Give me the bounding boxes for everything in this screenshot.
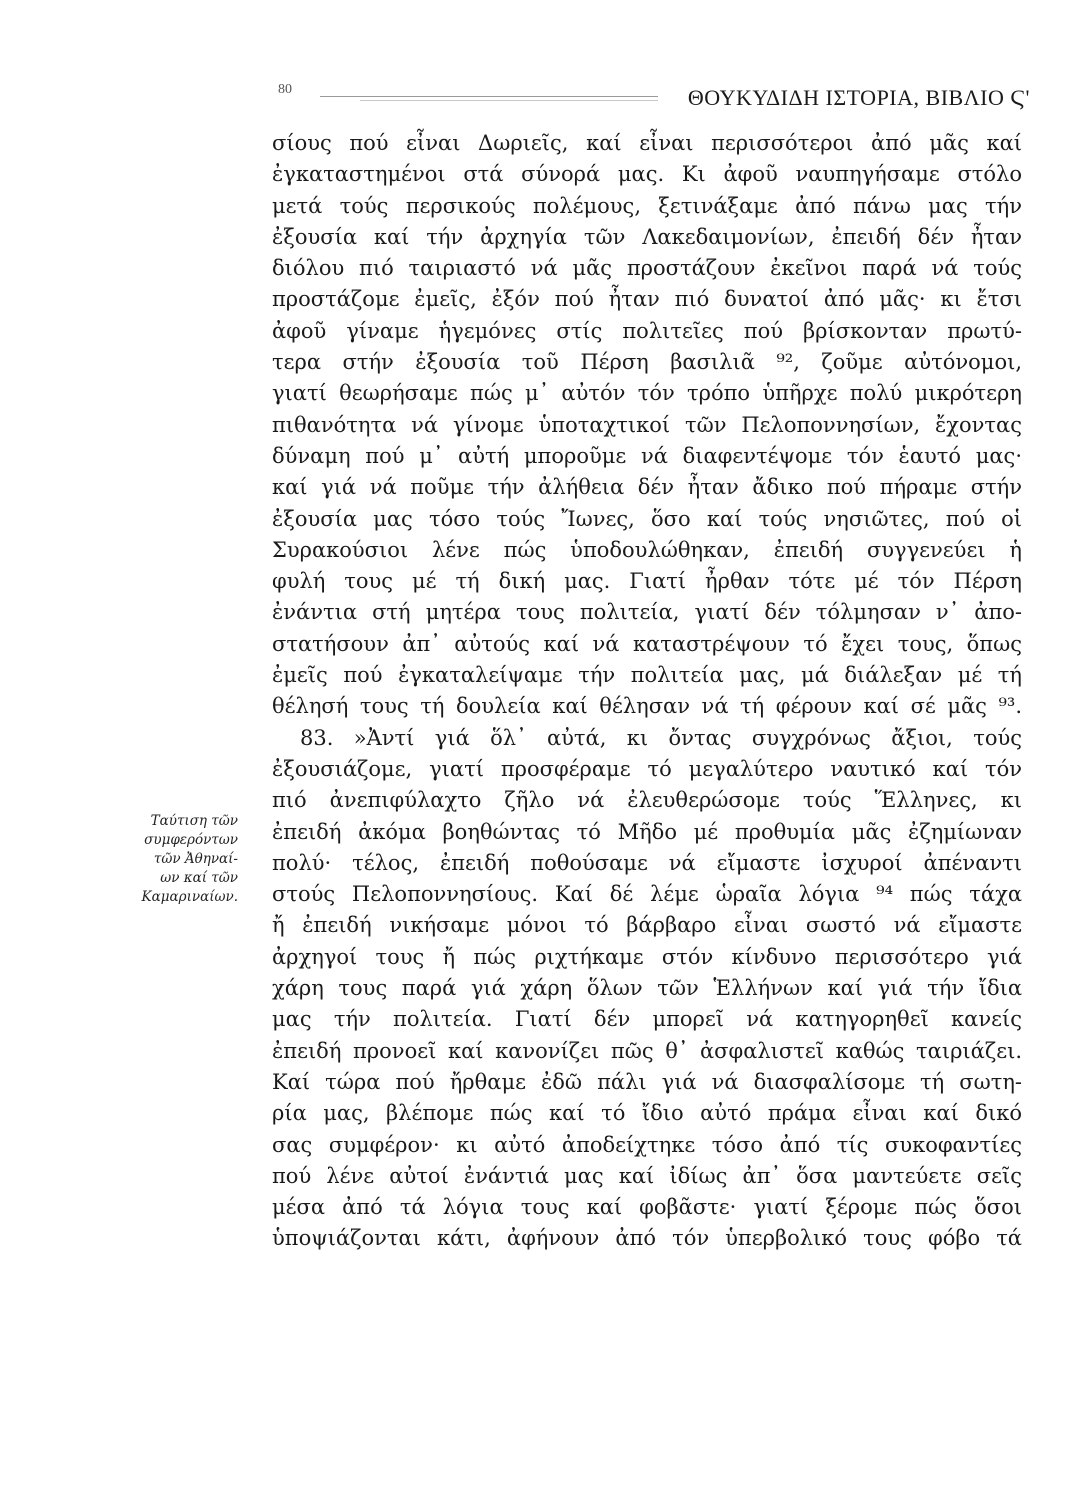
text-line: σίους πού εἶναι Δωριεῖς, καί εἶναι περισσότεροι ἀπό μᾶς καί	[272, 131, 1022, 155]
text-line: πού λένε αὐτοί ἐνάντιά μας καί ἰδίως ἀπ᾽ ὅσα μαντεύετε σεῖς	[272, 1163, 1022, 1188]
text-line: φυλή τους μέ τή δική μας. Γιατί ἦρθαν τότε μέ τόν Πέρση	[272, 569, 1022, 594]
text-line: διόλου πιό ταιριαστό νά μᾶς προστάζουν ἐκεῖνοι παρά νά τούς	[272, 256, 1022, 281]
text-line: στατήσουν ἀπ᾽ αὐτούς καί νά καταστρέψουν τό ἔχει τους, ὅπως	[272, 631, 1022, 656]
text-line: θέλησή τους τή δουλεία καί θέλησαν νά τή φέρουν καί σέ μᾶς ⁹³.	[272, 694, 1022, 719]
page-number: 80	[278, 82, 292, 97]
text-line: ἐγκαταστημένοι στά σύνορά μας. Κι ἀφοῦ ναυπηγήσαμε στόλο	[272, 162, 1022, 187]
text-line: τερα στήν ἐξουσία τοῦ Πέρση βασιλιᾶ ⁹², ζοῦμε αὐτόνομοι,	[272, 350, 1022, 375]
text-line: ἐπειδή ἀκόμα βοηθώντας τό Μῆδο μέ προθυμία μᾶς ἐζημίωναν	[272, 819, 1022, 844]
text-line: μετά τούς περσικούς πολέμους, ξετινάξαμε ἀπό πάνω μας τήν	[272, 193, 1022, 218]
text-line: προστάζομε ἐμεῖς, ἐξόν πού ἦταν πιό δυνατοί ἀπό μᾶς· κι ἔτσι	[272, 287, 1022, 312]
text-line: Συρακούσιοι λένε πώς ὑποδουλώθηκαν, ἐπειδή συγγενεύει ἡ	[272, 537, 1022, 562]
header-rule	[320, 96, 658, 97]
text-line: μέσα ἀπό τά λόγια τους καί φοβᾶστε· γιατί ξέρομε πώς ὅσοι	[272, 1195, 1022, 1220]
text-line: ὑποψιάζονται κάτι, ἀφήνουν ἀπό τόν ὑπερβολικό τους φόβο τά	[272, 1226, 1022, 1251]
margin-note-line: τῶν Ἀθηναί-	[153, 851, 238, 867]
text-line: ἐμεῖς πού ἐγκαταλείψαμε τήν πολιτεία μας, μά διάλεξαν μέ τή	[272, 663, 1022, 688]
text-line: ἐνάντια στή μητέρα τους πολιτεία, γιατί δέν τόλμησαν ν᾽ ἀπο-	[272, 600, 1022, 625]
main-text	[272, 128, 1022, 1255]
text-line: πολύ· τέλος, ἐπειδή ποθούσαμε νά εἴμαστε ἰσχυροί ἀπέναντι	[272, 850, 1022, 875]
text-line: ἀφοῦ γίναμε ἡγεμόνες στίς πολιτεῖες πού βρίσκονταν πρωτύ-	[272, 318, 1022, 343]
header-rule-faint	[360, 100, 658, 101]
margin-note	[70, 812, 238, 907]
text-line: πιό ἀνεπιφύλαχτο ζῆλο νά ἐλευθερώσομε τούς Ἕλληνες, κι	[272, 788, 1022, 813]
text-line: ἐξουσία καί τήν ἀρχηγία τῶν Λακεδαιμονίων, ἐπειδή δέν ἦταν	[272, 224, 1022, 249]
text-line: ἀρχηγοί τους ἤ πώς ριχτήκαμε στόν κίνδυνο περισσότερο γιά	[272, 944, 1022, 969]
text-line: μας τήν πολιτεία. Γιατί δέν μπορεῖ νά κατηγορηθεῖ κανείς	[272, 1007, 1022, 1032]
text-line: ἤ ἐπειδή νικήσαμε μόνοι τό βάρβαρο εἶναι σωστό νά εἴμαστε	[272, 913, 1022, 938]
text-line: σας συμφέρον· κι αὐτό ἀποδείχτηκε τόσο ἀπό τίς συκοφαντίες	[272, 1132, 1022, 1157]
margin-note-line: Καμαριναίων.	[141, 889, 238, 905]
page-header	[270, 82, 1030, 112]
text-line: ἐπειδή προνοεῖ καί κανονίζει πῶς θ᾽ ἀσφαλιστεῖ καθώς ταιριάζει.	[272, 1038, 1022, 1063]
running-title: ΘΟΥΚΥΔΙΔΗ ΙΣΤΟΡΙΑ, ΒΙΒΛΙΟ Ϛ'	[687, 85, 1030, 110]
text-line: δύναμη πού μ᾽ αὐτή μποροῦμε νά διαφεντέψομε τόν ἑαυτό μας·	[272, 443, 1022, 468]
text-line: ἐξουσία μας τόσο τούς Ἴωνες, ὅσο καί τούς νησιῶτες, πού οἱ	[272, 506, 1022, 531]
text-line: ρία μας, βλέπομε πώς καί τό ἴδιο αὐτό πράμα εἶναι καί δικό	[272, 1101, 1022, 1126]
text-line: γιατί θεωρήσαμε πώς μ᾽ αὐτόν τόν τρόπο ὑπῆρχε πολύ μικρότερη	[272, 381, 1022, 406]
margin-note-line: Ταύτιση τῶν	[150, 813, 238, 829]
text-line: πιθανότητα νά γίνομε ὑποταχτικοί τῶν Πελοποννησίων, ἔχοντας	[272, 412, 1022, 437]
margin-note-line: ων καί τῶν	[160, 870, 238, 886]
text-line: ἐξουσιάζομε, γιατί προσφέραμε τό μεγαλύτερο ναυτικό καί τόν	[272, 756, 1022, 781]
paragraph-83-start: 83. »Ἀντί γιά ὅλ᾽ αὐτά, κι ὄντας συγχρόνως ἄξιοι, τούς	[300, 725, 1022, 750]
text-line: χάρη τους παρά γιά χάρη ὅλων τῶν Ἑλλήνων καί γιά τήν ἴδια	[272, 976, 1022, 1001]
text-line: στούς Πελοποννησίους. Καί δέ λέμε ὡραῖα λόγια ⁹⁴ πώς τάχα	[272, 882, 1022, 907]
text-line: Καί τώρα πού ἤρθαμε ἐδῶ πάλι γιά νά διασφαλίσομε τή σωτη-	[272, 1069, 1022, 1094]
text-line: καί γιά νά ποῦμε τήν ἀλήθεια δέν ἦταν ἄδικο πού πήραμε στήν	[272, 475, 1022, 500]
margin-note-line: συμφερόντων	[144, 832, 238, 848]
